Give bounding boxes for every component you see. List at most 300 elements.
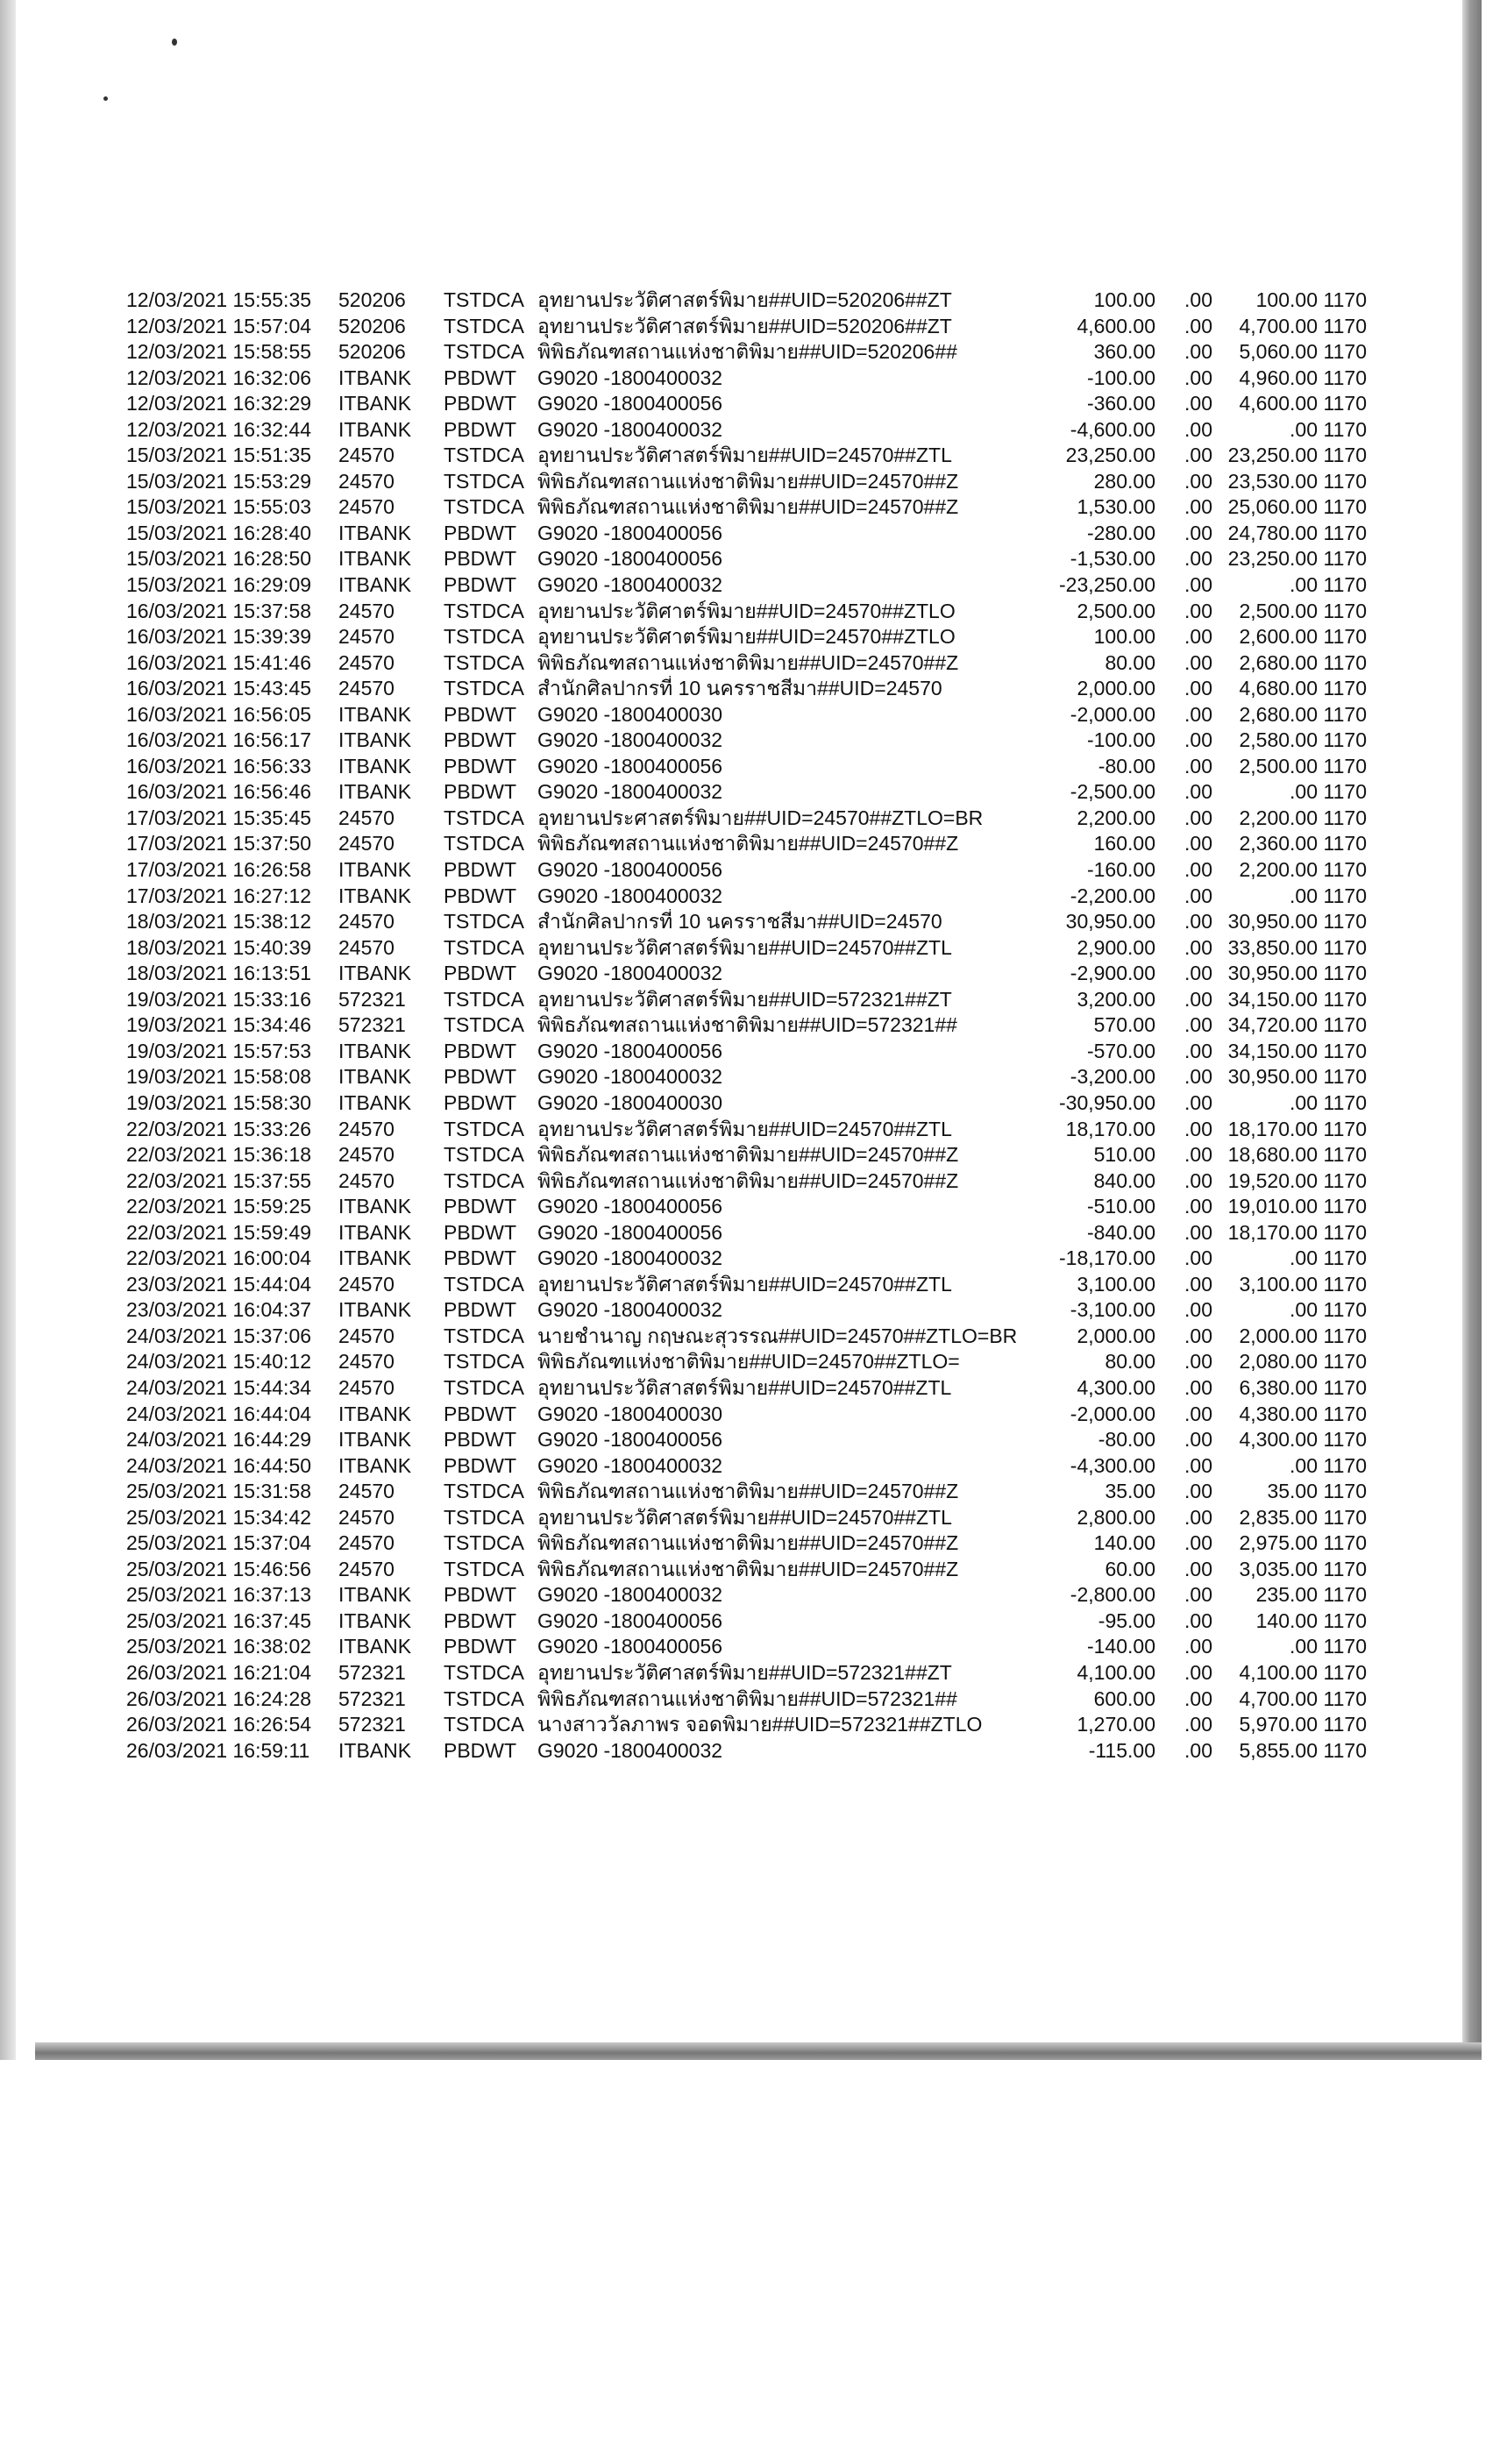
transaction-date: 26/03/2021 16:26:54: [126, 1713, 312, 1736]
branch-code: 1170: [1323, 288, 1367, 311]
amount: -3,100.00: [1070, 1298, 1155, 1322]
branch-code: 1170: [1323, 340, 1367, 364]
table-row: [126, 1246, 1367, 1272]
transaction-date: 12/03/2021 15:57:04: [126, 314, 312, 337]
branch-code: 1170: [1323, 1350, 1367, 1374]
transaction-date: 25/03/2021 16:37:13: [126, 1583, 312, 1607]
table-row: [126, 831, 1367, 857]
amount: 100.00: [1093, 625, 1155, 649]
user-id: 24570: [338, 1505, 395, 1529]
transaction-date: 19/03/2021 15:33:16: [126, 987, 312, 1011]
scan-right-edge: [1462, 0, 1482, 2060]
table-row: [126, 339, 1367, 366]
transaction-date: 17/03/2021 16:26:58: [126, 858, 312, 882]
user-id: ITBANK: [338, 1428, 412, 1452]
zero-amount: .00: [1184, 1013, 1212, 1037]
balance: 34,150.00: [1227, 1039, 1318, 1062]
transaction-code: PBDWT: [444, 366, 517, 389]
table-row: [126, 624, 1367, 650]
transaction-date: 22/03/2021 15:33:26: [126, 1117, 312, 1140]
amount: -100.00: [1086, 366, 1155, 389]
transaction-code: PBDWT: [444, 1402, 517, 1425]
branch-code: 1170: [1323, 1143, 1367, 1167]
amount: 3,100.00: [1077, 1272, 1155, 1296]
amount: 3,200.00: [1077, 987, 1155, 1011]
user-id: ITBANK: [338, 780, 412, 804]
branch-code: 1170: [1323, 1090, 1367, 1114]
table-row: [126, 1039, 1367, 1065]
transaction-date: 15/03/2021 16:28:40: [126, 521, 312, 544]
branch-code: 1170: [1323, 1375, 1367, 1399]
balance: 2,000.00: [1239, 1324, 1318, 1347]
transaction-code: PBDWT: [444, 858, 517, 882]
zero-amount: .00: [1184, 288, 1212, 311]
transaction-date: 12/03/2021 15:58:55: [126, 340, 312, 364]
transaction-code: TSTDCA: [444, 1324, 524, 1347]
transaction-code: TSTDCA: [444, 1350, 524, 1374]
transaction-code: PBDWT: [444, 884, 517, 907]
transaction-date: 18/03/2021 15:38:12: [126, 910, 312, 934]
branch-code: 1170: [1323, 1583, 1367, 1607]
transaction-code: TSTDCA: [444, 935, 524, 959]
amount: -2,900.00: [1070, 962, 1155, 985]
user-id: ITBANK: [338, 1453, 412, 1477]
balance: 2,360.00: [1239, 832, 1318, 856]
transaction-code: PBDWT: [444, 962, 517, 985]
description: พิพิธภัณฑสถานแห่งชาติพิมาย##UID=572321##: [537, 1013, 957, 1037]
transaction-code: TSTDCA: [444, 1117, 524, 1140]
description: อุทยานประวัติศาตร์พิมาย##UID=24570##ZTLO: [537, 599, 956, 622]
transaction-code: TSTDCA: [444, 1686, 524, 1710]
transaction-code: PBDWT: [444, 521, 517, 544]
transaction-code: PBDWT: [444, 547, 517, 571]
description: G9020 -1800400056: [537, 1635, 723, 1658]
description: อุทยานประวัติศาสตร์พิมาย##UID=572321##ZT: [537, 987, 952, 1011]
user-id: ITBANK: [338, 962, 412, 985]
transaction-code: TSTDCA: [444, 677, 524, 700]
transaction-code: TSTDCA: [444, 1480, 524, 1503]
transaction-code: PBDWT: [444, 1065, 517, 1089]
description: G9020 -1800400056: [537, 1220, 723, 1244]
user-id: ITBANK: [338, 1220, 412, 1244]
description: G9020 -1800400056: [537, 754, 723, 778]
table-row: [126, 676, 1367, 702]
zero-amount: .00: [1184, 1090, 1212, 1114]
user-id: 572321: [338, 1686, 406, 1710]
table-row: [126, 391, 1367, 417]
balance: 4,680.00: [1239, 677, 1318, 700]
zero-amount: .00: [1184, 1505, 1212, 1529]
zero-amount: .00: [1184, 599, 1212, 622]
zero-amount: .00: [1184, 884, 1212, 907]
zero-amount: .00: [1184, 1039, 1212, 1062]
user-id: 24570: [338, 832, 395, 856]
transaction-code: PBDWT: [444, 1428, 517, 1452]
zero-amount: .00: [1184, 1350, 1212, 1374]
user-id: 24570: [338, 1480, 395, 1503]
transaction-code: PBDWT: [444, 1220, 517, 1244]
amount: -360.00: [1086, 392, 1155, 415]
table-row: [126, 728, 1367, 754]
balance: 2,580.00: [1239, 728, 1318, 752]
amount: -115.00: [1088, 1738, 1155, 1762]
description: G9020 -1800400032: [537, 962, 723, 985]
description: พิพิธภัณฑสถานแห่งชาติพิมาย##UID=572321##: [537, 1686, 957, 1710]
balance: 35.00: [1267, 1480, 1318, 1503]
branch-code: 1170: [1323, 1686, 1367, 1710]
branch-code: 1170: [1323, 469, 1367, 493]
table-row: [126, 1090, 1367, 1117]
description: พิพิธภัณฑสถานแห่งชาติพิมาย##UID=24570##Z: [537, 1557, 959, 1580]
description: G9020 -1800400032: [537, 1246, 723, 1270]
user-id: 572321: [338, 1013, 406, 1037]
amount: 140.00: [1093, 1531, 1155, 1555]
amount: -2,000.00: [1070, 702, 1155, 726]
branch-code: 1170: [1323, 1531, 1367, 1555]
transaction-date: 25/03/2021 16:37:45: [126, 1608, 312, 1632]
table-row: [126, 1453, 1367, 1480]
table-row: [126, 443, 1367, 469]
amount: 80.00: [1105, 650, 1155, 674]
description: G9020 -1800400032: [537, 728, 723, 752]
transaction-date: 17/03/2021 15:35:45: [126, 806, 312, 829]
branch-code: 1170: [1323, 754, 1367, 778]
description: สำนักศิลปากรที่ 10 นครราชสีมา##UID=24570: [537, 910, 942, 934]
transaction-date: 22/03/2021 15:36:18: [126, 1143, 312, 1167]
transaction-code: PBDWT: [444, 754, 517, 778]
table-row: [126, 779, 1367, 806]
amount: 160.00: [1093, 832, 1155, 856]
transaction-code: TSTDCA: [444, 1013, 524, 1037]
amount: 35.00: [1105, 1480, 1155, 1503]
table-row: [126, 857, 1367, 884]
balance: .00: [1290, 417, 1318, 441]
transaction-date: 12/03/2021 15:55:35: [126, 288, 312, 311]
description: อุทยานประวัติศาตร์พิมาย##UID=24570##ZTLO: [537, 625, 956, 649]
balance: 5,970.00: [1239, 1713, 1318, 1736]
user-id: ITBANK: [338, 1246, 412, 1270]
balance: 5,855.00: [1239, 1738, 1318, 1762]
table-row: [126, 1479, 1367, 1505]
transaction-code: TSTDCA: [444, 1713, 524, 1736]
amount: -840.00: [1086, 1220, 1155, 1244]
transaction-date: 16/03/2021 16:56:46: [126, 780, 312, 804]
amount: -2,000.00: [1070, 1402, 1155, 1425]
user-id: ITBANK: [338, 1402, 412, 1425]
branch-code: 1170: [1323, 832, 1367, 856]
scan-speck: [103, 96, 108, 101]
branch-code: 1170: [1323, 910, 1367, 934]
transaction-date: 22/03/2021 15:37:55: [126, 1168, 312, 1192]
transaction-date: 22/03/2021 15:59:49: [126, 1220, 312, 1244]
table-row: [126, 1168, 1367, 1195]
table-row: [126, 1634, 1367, 1660]
user-id: 24570: [338, 910, 395, 934]
scan-bottom-edge: [35, 2042, 1482, 2060]
description: G9020 -1800400032: [537, 1738, 723, 1762]
user-id: ITBANK: [338, 1583, 412, 1607]
transaction-date: 26/03/2021 16:24:28: [126, 1686, 312, 1710]
transaction-code: PBDWT: [444, 780, 517, 804]
transaction-code: TSTDCA: [444, 314, 524, 337]
balance: 23,250.00: [1227, 547, 1318, 571]
amount: 4,600.00: [1077, 314, 1155, 337]
transaction-date: 18/03/2021 15:40:39: [126, 935, 312, 959]
branch-code: 1170: [1323, 987, 1367, 1011]
description: พิพิธภัณฑสถานแห่งชาติพิมาย##UID=24570##Z: [537, 832, 959, 856]
transaction-code: TSTDCA: [444, 806, 524, 829]
branch-code: 1170: [1323, 1168, 1367, 1192]
branch-code: 1170: [1323, 1713, 1367, 1736]
amount: 4,300.00: [1077, 1375, 1155, 1399]
description: พิพิธภัณฑแห่งชาติพิมาย##UID=24570##ZTLO=: [537, 1350, 960, 1374]
zero-amount: .00: [1184, 806, 1212, 829]
branch-code: 1170: [1323, 599, 1367, 622]
balance: 18,170.00: [1227, 1220, 1318, 1244]
balance: 4,960.00: [1239, 366, 1318, 389]
transaction-code: TSTDCA: [444, 1143, 524, 1167]
description: G9020 -1800400032: [537, 366, 723, 389]
balance: 34,720.00: [1227, 1013, 1318, 1037]
zero-amount: .00: [1184, 314, 1212, 337]
zero-amount: .00: [1184, 495, 1212, 519]
balance: 2,600.00: [1239, 625, 1318, 649]
branch-code: 1170: [1323, 625, 1367, 649]
balance: .00: [1290, 1453, 1318, 1477]
transaction-date: 15/03/2021 16:28:50: [126, 547, 312, 571]
balance: 4,100.00: [1239, 1660, 1318, 1684]
transaction-code: PBDWT: [444, 1608, 517, 1632]
transaction-code: TSTDCA: [444, 495, 524, 519]
zero-amount: .00: [1184, 1065, 1212, 1089]
zero-amount: .00: [1184, 1660, 1212, 1684]
user-id: 24570: [338, 1531, 395, 1555]
balance: 4,300.00: [1239, 1428, 1318, 1452]
table-row: [126, 909, 1367, 935]
branch-code: 1170: [1323, 1065, 1367, 1089]
transaction-code: PBDWT: [444, 392, 517, 415]
user-id: 24570: [338, 935, 395, 959]
amount: 18,170.00: [1065, 1117, 1155, 1140]
description: อุทยานประวัติศาสตร์พิมาย##UID=24570##ZTL: [537, 444, 952, 467]
table-row: [126, 1557, 1367, 1583]
balance: 100.00: [1255, 288, 1318, 311]
amount: -2,800.00: [1070, 1583, 1155, 1607]
amount: -160.00: [1086, 858, 1155, 882]
transaction-code: TSTDCA: [444, 599, 524, 622]
description: พิพิธภัณฑสถานแห่งชาติพิมาย##UID=24570##Z: [537, 1143, 959, 1167]
table-row: [126, 1608, 1367, 1635]
branch-code: 1170: [1323, 650, 1367, 674]
description: G9020 -1800400032: [537, 1453, 723, 1477]
user-id: ITBANK: [338, 1738, 412, 1762]
amount: 2,800.00: [1077, 1505, 1155, 1529]
table-row: [126, 1142, 1367, 1168]
user-id: 24570: [338, 1375, 395, 1399]
branch-code: 1170: [1323, 1635, 1367, 1658]
table-row: [126, 754, 1367, 780]
balance: 30,950.00: [1227, 1065, 1318, 1089]
branch-code: 1170: [1323, 1220, 1367, 1244]
transaction-date: 19/03/2021 15:57:53: [126, 1039, 312, 1062]
transaction-code: PBDWT: [444, 1298, 517, 1322]
table-row: [126, 1194, 1367, 1220]
balance: .00: [1290, 884, 1318, 907]
balance: 2,680.00: [1239, 702, 1318, 726]
balance: .00: [1290, 573, 1318, 597]
user-id: 24570: [338, 625, 395, 649]
balance: .00: [1290, 1635, 1318, 1658]
branch-code: 1170: [1323, 1738, 1367, 1762]
user-id: ITBANK: [338, 858, 412, 882]
zero-amount: .00: [1184, 469, 1212, 493]
transaction-code: TSTDCA: [444, 469, 524, 493]
branch-code: 1170: [1323, 677, 1367, 700]
user-id: 24570: [338, 1143, 395, 1167]
branch-code: 1170: [1323, 1324, 1367, 1347]
description: G9020 -1800400030: [537, 702, 723, 726]
transaction-code: PBDWT: [444, 417, 517, 441]
branch-code: 1170: [1323, 1117, 1367, 1140]
user-id: 24570: [338, 599, 395, 622]
balance: 6,380.00: [1239, 1375, 1318, 1399]
table-row: [126, 1660, 1367, 1686]
branch-code: 1170: [1323, 1480, 1367, 1503]
balance: 23,530.00: [1227, 469, 1318, 493]
description: อุทยานประวัติศาสตร์พิมาย##UID=520206##ZT: [537, 314, 952, 337]
transaction-code: PBDWT: [444, 1246, 517, 1270]
branch-code: 1170: [1323, 1557, 1367, 1580]
zero-amount: .00: [1184, 780, 1212, 804]
description: นางสาววัลภาพร จอดพิมาย##UID=572321##ZTLO: [537, 1713, 983, 1736]
balance: 2,200.00: [1239, 858, 1318, 882]
table-row: [126, 521, 1367, 547]
zero-amount: .00: [1184, 366, 1212, 389]
amount: -570.00: [1086, 1039, 1155, 1062]
transaction-date: 18/03/2021 16:13:51: [126, 962, 312, 985]
amount: 60.00: [1105, 1557, 1155, 1580]
table-row: [126, 1272, 1367, 1298]
table-row: [126, 366, 1367, 392]
user-id: ITBANK: [338, 754, 412, 778]
table-row: [126, 572, 1367, 599]
amount: 570.00: [1093, 1013, 1155, 1037]
description: G9020 -1800400032: [537, 884, 723, 907]
amount: 1,530.00: [1077, 495, 1155, 519]
description: G9020 -1800400032: [537, 1298, 723, 1322]
transaction-date: 15/03/2021 15:53:29: [126, 469, 312, 493]
amount: 80.00: [1105, 1350, 1155, 1374]
amount: -1,530.00: [1070, 547, 1155, 571]
transaction-date: 25/03/2021 15:46:56: [126, 1557, 312, 1580]
balance: 4,700.00: [1239, 314, 1318, 337]
transaction-date: 16/03/2021 16:56:33: [126, 754, 312, 778]
table-row: [126, 1427, 1367, 1453]
table-row: [126, 288, 1367, 314]
user-id: 520206: [338, 340, 406, 364]
transaction-code: TSTDCA: [444, 910, 524, 934]
transaction-code: TSTDCA: [444, 288, 524, 311]
branch-code: 1170: [1323, 702, 1367, 726]
amount: -280.00: [1086, 521, 1155, 544]
transaction-code: PBDWT: [444, 728, 517, 752]
balance: 30,950.00: [1227, 910, 1318, 934]
balance: 25,060.00: [1227, 495, 1318, 519]
transaction-date: 16/03/2021 15:37:58: [126, 599, 312, 622]
user-id: ITBANK: [338, 417, 412, 441]
zero-amount: .00: [1184, 444, 1212, 467]
amount: 2,000.00: [1077, 1324, 1155, 1347]
branch-code: 1170: [1323, 366, 1367, 389]
zero-amount: .00: [1184, 1738, 1212, 1762]
description: อุทยานประวัติสาสตร์พิมาย##UID=24570##ZTL: [537, 1375, 952, 1399]
scan-speck: [172, 39, 177, 46]
branch-code: 1170: [1323, 780, 1367, 804]
transaction-date: 25/03/2021 15:34:42: [126, 1505, 312, 1529]
user-id: ITBANK: [338, 521, 412, 544]
balance: 18,680.00: [1227, 1143, 1318, 1167]
transaction-date: 24/03/2021 16:44:04: [126, 1402, 312, 1425]
user-id: ITBANK: [338, 1039, 412, 1062]
transaction-date: 23/03/2021 16:04:37: [126, 1298, 312, 1322]
balance: 3,035.00: [1239, 1557, 1318, 1580]
user-id: 24570: [338, 444, 395, 467]
balance: 30,950.00: [1227, 962, 1318, 985]
zero-amount: .00: [1184, 1324, 1212, 1347]
transaction-code: TSTDCA: [444, 1531, 524, 1555]
description: พิพิธภัณฑสถานแห่งชาติพิมาย##UID=24570##Z: [537, 1480, 959, 1503]
user-id: 24570: [338, 1350, 395, 1374]
branch-code: 1170: [1323, 1428, 1367, 1452]
transaction-date: 26/03/2021 16:21:04: [126, 1660, 312, 1684]
transaction-code: TSTDCA: [444, 1375, 524, 1399]
branch-code: 1170: [1323, 728, 1367, 752]
user-id: 572321: [338, 1713, 406, 1736]
zero-amount: .00: [1184, 1686, 1212, 1710]
user-id: 24570: [338, 495, 395, 519]
transaction-date: 15/03/2021 16:29:09: [126, 573, 312, 597]
zero-amount: .00: [1184, 1195, 1212, 1218]
user-id: ITBANK: [338, 1065, 412, 1089]
user-id: ITBANK: [338, 884, 412, 907]
balance: 33,850.00: [1227, 935, 1318, 959]
branch-code: 1170: [1323, 392, 1367, 415]
amount: 100.00: [1093, 288, 1155, 311]
description: พิพิธภัณฑสถานแห่งชาติพิมาย##UID=24570##Z: [537, 469, 959, 493]
transaction-date: 12/03/2021 16:32:06: [126, 366, 312, 389]
zero-amount: .00: [1184, 1375, 1212, 1399]
branch-code: 1170: [1323, 884, 1367, 907]
transaction-code: PBDWT: [444, 702, 517, 726]
branch-code: 1170: [1323, 1505, 1367, 1529]
transaction-code: TSTDCA: [444, 650, 524, 674]
amount: 23,250.00: [1065, 444, 1155, 467]
transaction-code: PBDWT: [444, 1039, 517, 1062]
zero-amount: .00: [1184, 728, 1212, 752]
transaction-date: 17/03/2021 16:27:12: [126, 884, 312, 907]
zero-amount: .00: [1184, 1272, 1212, 1296]
description: G9020 -1800400056: [537, 392, 723, 415]
amount: -2,200.00: [1070, 884, 1155, 907]
user-id: 572321: [338, 987, 406, 1011]
amount: -3,200.00: [1070, 1065, 1155, 1089]
amount: 600.00: [1093, 1686, 1155, 1710]
description: G9020 -1800400032: [537, 1065, 723, 1089]
amount: -95.00: [1098, 1608, 1155, 1632]
description: สำนักศิลปากรที่ 10 นครราชสีมา##UID=24570: [537, 677, 942, 700]
balance: 2,500.00: [1239, 599, 1318, 622]
transaction-statement: [126, 288, 1367, 1764]
